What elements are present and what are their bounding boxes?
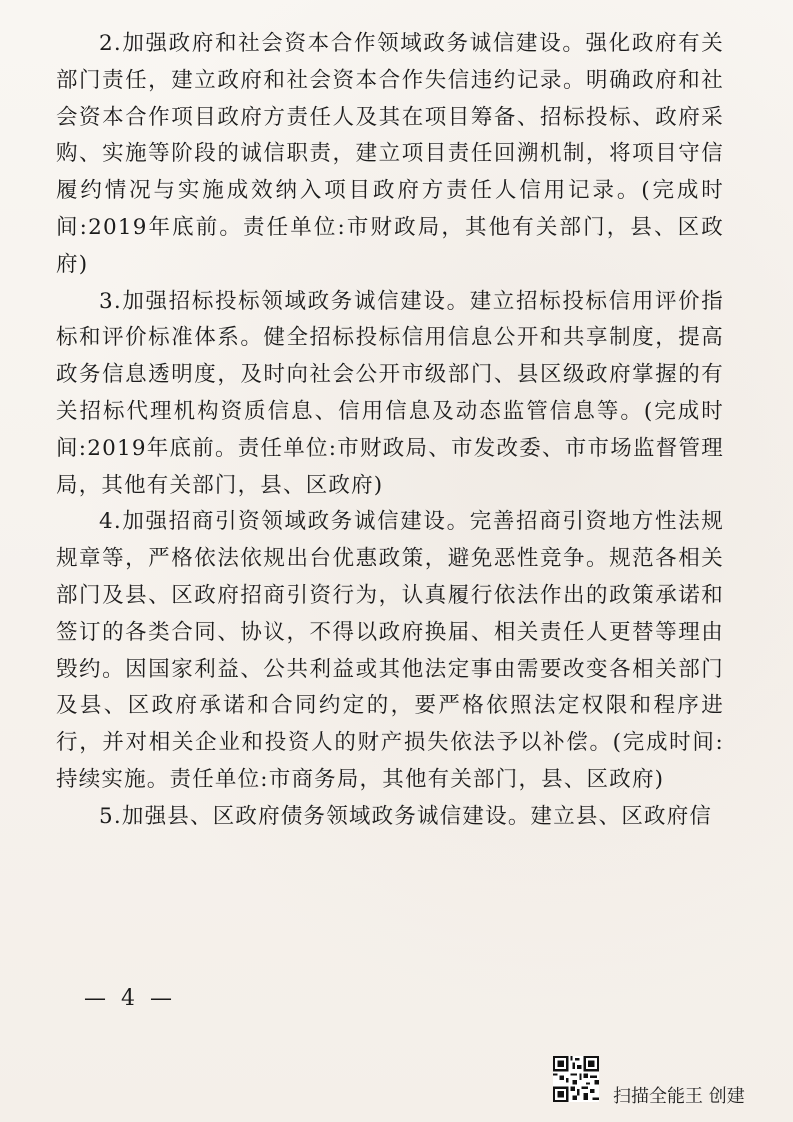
document-body <box>56 26 724 836</box>
paragraph-item-2: 2.加强政府和社会资本合作领域政务诚信建设。强化政府有关部门责任，建立政府和社会资本合作失信违约记录。明确政府和社会资本合作项目政府方责任人及其在项目筹备、招标投标、政府采购、实施等阶段的诚信职责，建立项目责任回溯机制，将项目守信履约情况与实施成效纳入项目政府方责任人信用记录。(完成时间:2019年底前。责任单位:市财政局，其他有关部门，县、区政府) <box>56 31 724 277</box>
paragraph-item-4: 4.加强招商引资领域政务诚信建设。完善招商引资地方性法规规章等，严格依法依规出台优惠政策，避免恶性竞争。规范各相关部门及县、区政府招商引资行为，认真履行依法作出的政策承诺和签订的各类合同、协议，不得以政府换届、相关责任人更替等理由毁约。因国家利益、公共利益或其他法定事由需要改变各相关部门及县、区政府承诺和合同约定的，要严格依照法定权限和程序进行，并对相关企业和投资人的财产损失依法予以补偿。(完成时间:持续实施。责任单位:市商务局，其他有关部门，县、区政府) <box>56 509 724 792</box>
watermark-label: 扫描全能王 创建 <box>613 1086 745 1107</box>
qr-code-icon <box>553 1056 599 1102</box>
scanner-watermark <box>553 1054 793 1110</box>
paragraph-item-5: 5.加强县、区政府债务领域政务诚信建设。建立县、区政府信 <box>99 803 713 829</box>
paragraph-item-3: 3.加强招标投标领域政务诚信建设。建立招标投标信用评价指标和评价标准体系。健全招标投标信用信息公开和共享制度，提高政务信息透明度，及时向社会公开市级部门、县区级政府掌握的有关招标代理机构资质信息、信用信息及动态监管信息等。(完成时间:2019年底前。责任单位:市财政局、市发改委、市市场监督管理局，其他有关部门，县、区政府) <box>56 288 724 498</box>
page-number: — 4 — <box>84 986 176 1011</box>
